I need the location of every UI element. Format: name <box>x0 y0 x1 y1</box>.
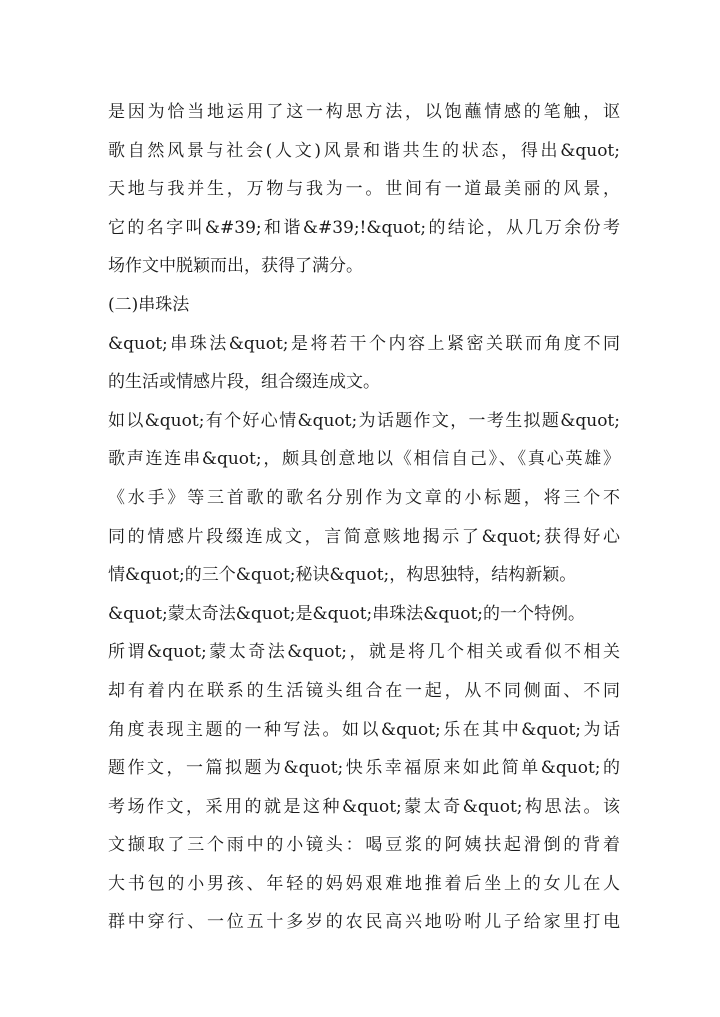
text-line: 考场作文，采用的就是这种&quot;蒙太奇&quot;构思法。该 <box>108 796 620 817</box>
text-line: 却有着内在联系的生活镜头组合在一起，从不同侧面、不同 <box>108 680 620 701</box>
text-line: 的生活或情感片段，组合缀连成文。 <box>108 372 380 393</box>
text-line: 情&quot;的三个&quot;秘诀&quot;，构思独特，结构新颖。 <box>108 565 577 586</box>
text-line: 角度表现主题的一种写法。如以&quot;乐在其中&quot;为话 <box>108 719 620 740</box>
text-line: 歌声连连串&quot;，颇具创意地以《相信自己》、《真心英雄》 <box>108 449 620 470</box>
text-line: 所谓&quot;蒙太奇法&quot;，就是将几个相关或看似不相关 <box>108 642 620 663</box>
text-line: (二)串珠法 <box>108 294 190 315</box>
text-line: 它的名字叫&#39;和谐&#39;!&quot;的结论，从几万余份考 <box>108 217 620 238</box>
text-line: 群中穿行、一位五十多岁的农民高兴地吩咐儿子给家里打电 <box>108 912 620 933</box>
body-text <box>108 93 620 942</box>
text-line: 歌自然风景与社会(人文)风景和谐共生的状态，得出&quot; <box>108 140 620 161</box>
text-line: 《水手》等三首歌的歌名分别作为文章的小标题，将三个不 <box>108 487 620 508</box>
text-line: 天地与我并生，万物与我为一。世间有一道最美丽的风景， <box>108 179 620 200</box>
text-line: 如以&quot;有个好心情&quot;为话题作文，一考生拟题&quot; <box>108 410 620 431</box>
text-line: 同的情感片段缀连成文，言简意赅地揭示了&quot;获得好心 <box>108 526 620 547</box>
text-line: &quot;蒙太奇法&quot;是&quot;串珠法&quot;的一个特例。 <box>108 603 586 624</box>
text-line: 文撷取了三个雨中的小镜头：喝豆浆的阿姨扶起滑倒的背着 <box>108 835 620 856</box>
text-line: 大书包的小男孩、年轻的妈妈艰难地推着后坐上的女儿在人 <box>108 873 620 894</box>
text-line: 场作文中脱颖而出，获得了满分。 <box>108 256 363 277</box>
text-line: &quot;串珠法&quot;是将若干个内容上紧密关联而角度不同 <box>108 333 620 354</box>
text-line: 题作文，一篇拟题为&quot;快乐幸福原来如此简单&quot;的 <box>108 758 620 779</box>
text-line: 是因为恰当地运用了这一构思方法，以饱蘸情感的笔触，讴 <box>108 102 620 122</box>
